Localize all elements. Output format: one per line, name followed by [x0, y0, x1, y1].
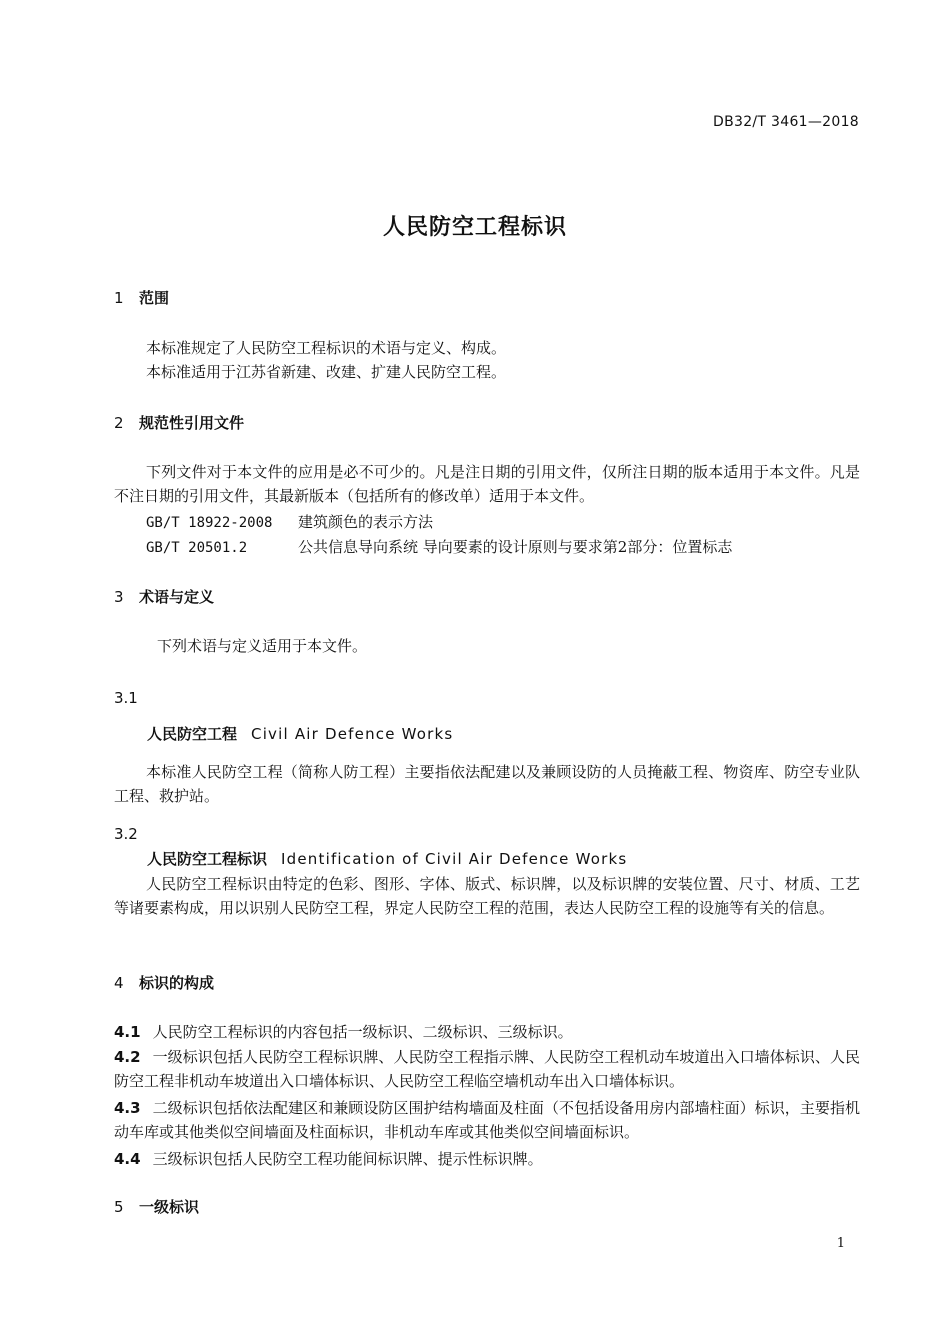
section-3-intro: 下列术语与定义适用于本文件。 [157, 637, 368, 655]
clause-number: 4.1 [114, 1023, 141, 1041]
term-3-1-definition: 本标准人民防空工程（简称人防工程）主要指依法配建以及兼顾设防的人员掩蔽工程、物资库、防空专业队工程、救护站。 [114, 763, 860, 805]
term-en: Civil Air Defence Works [251, 725, 454, 743]
section-title: 规范性引用文件 [139, 414, 245, 432]
term-3-1-number: 3.1 [114, 689, 138, 707]
section-1-para-1: 本标准规定了人民防空工程标识的术语与定义、构成。 [146, 339, 507, 357]
section-number: 2 [114, 414, 124, 432]
clause-number: 4.3 [114, 1099, 141, 1117]
term-cn: 人民防空工程标识 [147, 850, 268, 868]
reference-code: GB/T 18922-2008 [146, 515, 273, 531]
term-3-1 [147, 723, 453, 744]
clause-text: 二级标识包括依法配建区和兼顾设防区围护结构墙面及柱面（不包括设备用房内部墙柱面）标识，主要指机动车库或其他类似空间墙面及柱面标识，非机动车库或其他类似空间墙面标识。 [114, 1099, 860, 1141]
page-title: 人民防空工程标识 [382, 215, 567, 240]
term-3-2 [147, 848, 627, 869]
section-1-heading [114, 287, 169, 308]
clause-4-4 [114, 1147, 860, 1171]
section-number: 4 [114, 974, 124, 992]
term-en: Identification of Civil Air Defence Works [281, 850, 628, 868]
section-number: 1 [114, 289, 124, 307]
section-number: 5 [114, 1198, 124, 1216]
section-5-heading [114, 1196, 199, 1217]
page-number: 1 [836, 1236, 845, 1251]
section-4-heading [114, 972, 214, 993]
clause-text: 人民防空工程标识的内容包括一级标识、二级标识、三级标识。 [152, 1023, 573, 1041]
section-3-heading [114, 586, 214, 607]
reference-item [146, 510, 433, 535]
clause-4-1 [114, 1020, 860, 1044]
section-1-para-2: 本标准适用于江苏省新建、改建、扩建人民防空工程。 [146, 363, 507, 381]
term-3-2-definition: 人民防空工程标识由特定的色彩、图形、字体、版式、标识牌，以及标识牌的安装位置、尺寸、材质、工艺等诸要素构成，用以识别人民防空工程，界定人民防空工程的范围，表达人民防空工程的设施等有关的信息。 [114, 875, 860, 917]
reference-title: 建筑颜色的表示方法 [298, 513, 434, 531]
clause-number: 4.2 [114, 1048, 141, 1066]
section-title: 标识的构成 [139, 974, 215, 992]
section-title: 范围 [139, 289, 170, 307]
document-number: DB32/T 3461—2018 [713, 114, 859, 130]
clause-number: 4.4 [114, 1150, 141, 1168]
reference-title: 公共信息导向系统 导向要素的设计原则与要求第2部分：位置标志 [298, 538, 733, 556]
reference-code: GB/T 20501.2 [146, 540, 248, 556]
term-3-2-number: 3.2 [114, 825, 138, 843]
section-number: 3 [114, 588, 124, 606]
section-2-para-1: 下列文件对于本文件的应用是必不可少的。凡是注日期的引用文件，仅所注日期的版本适用于本文件。凡是不注日期的引用文件，其最新版本（包括所有的修改单）适用于本文件。 [114, 463, 860, 505]
clause-text: 三级标识包括人民防空工程功能间标识牌、提示性标识牌。 [152, 1150, 543, 1168]
section-title: 一级标识 [139, 1198, 200, 1216]
reference-item [146, 535, 732, 560]
section-2-heading [114, 412, 244, 433]
clause-text: 一级标识包括人民防空工程标识牌、人民防空工程指示牌、人民防空工程机动车坡道出入口墙体标识、人民防空工程非机动车坡道出入口墙体标识、人民防空工程临空墙机动车出入口墙体标识。 [114, 1048, 860, 1090]
clause-4-2 [114, 1045, 860, 1093]
clause-4-3 [114, 1096, 860, 1144]
term-cn: 人民防空工程 [147, 725, 238, 743]
section-title: 术语与定义 [139, 588, 215, 606]
